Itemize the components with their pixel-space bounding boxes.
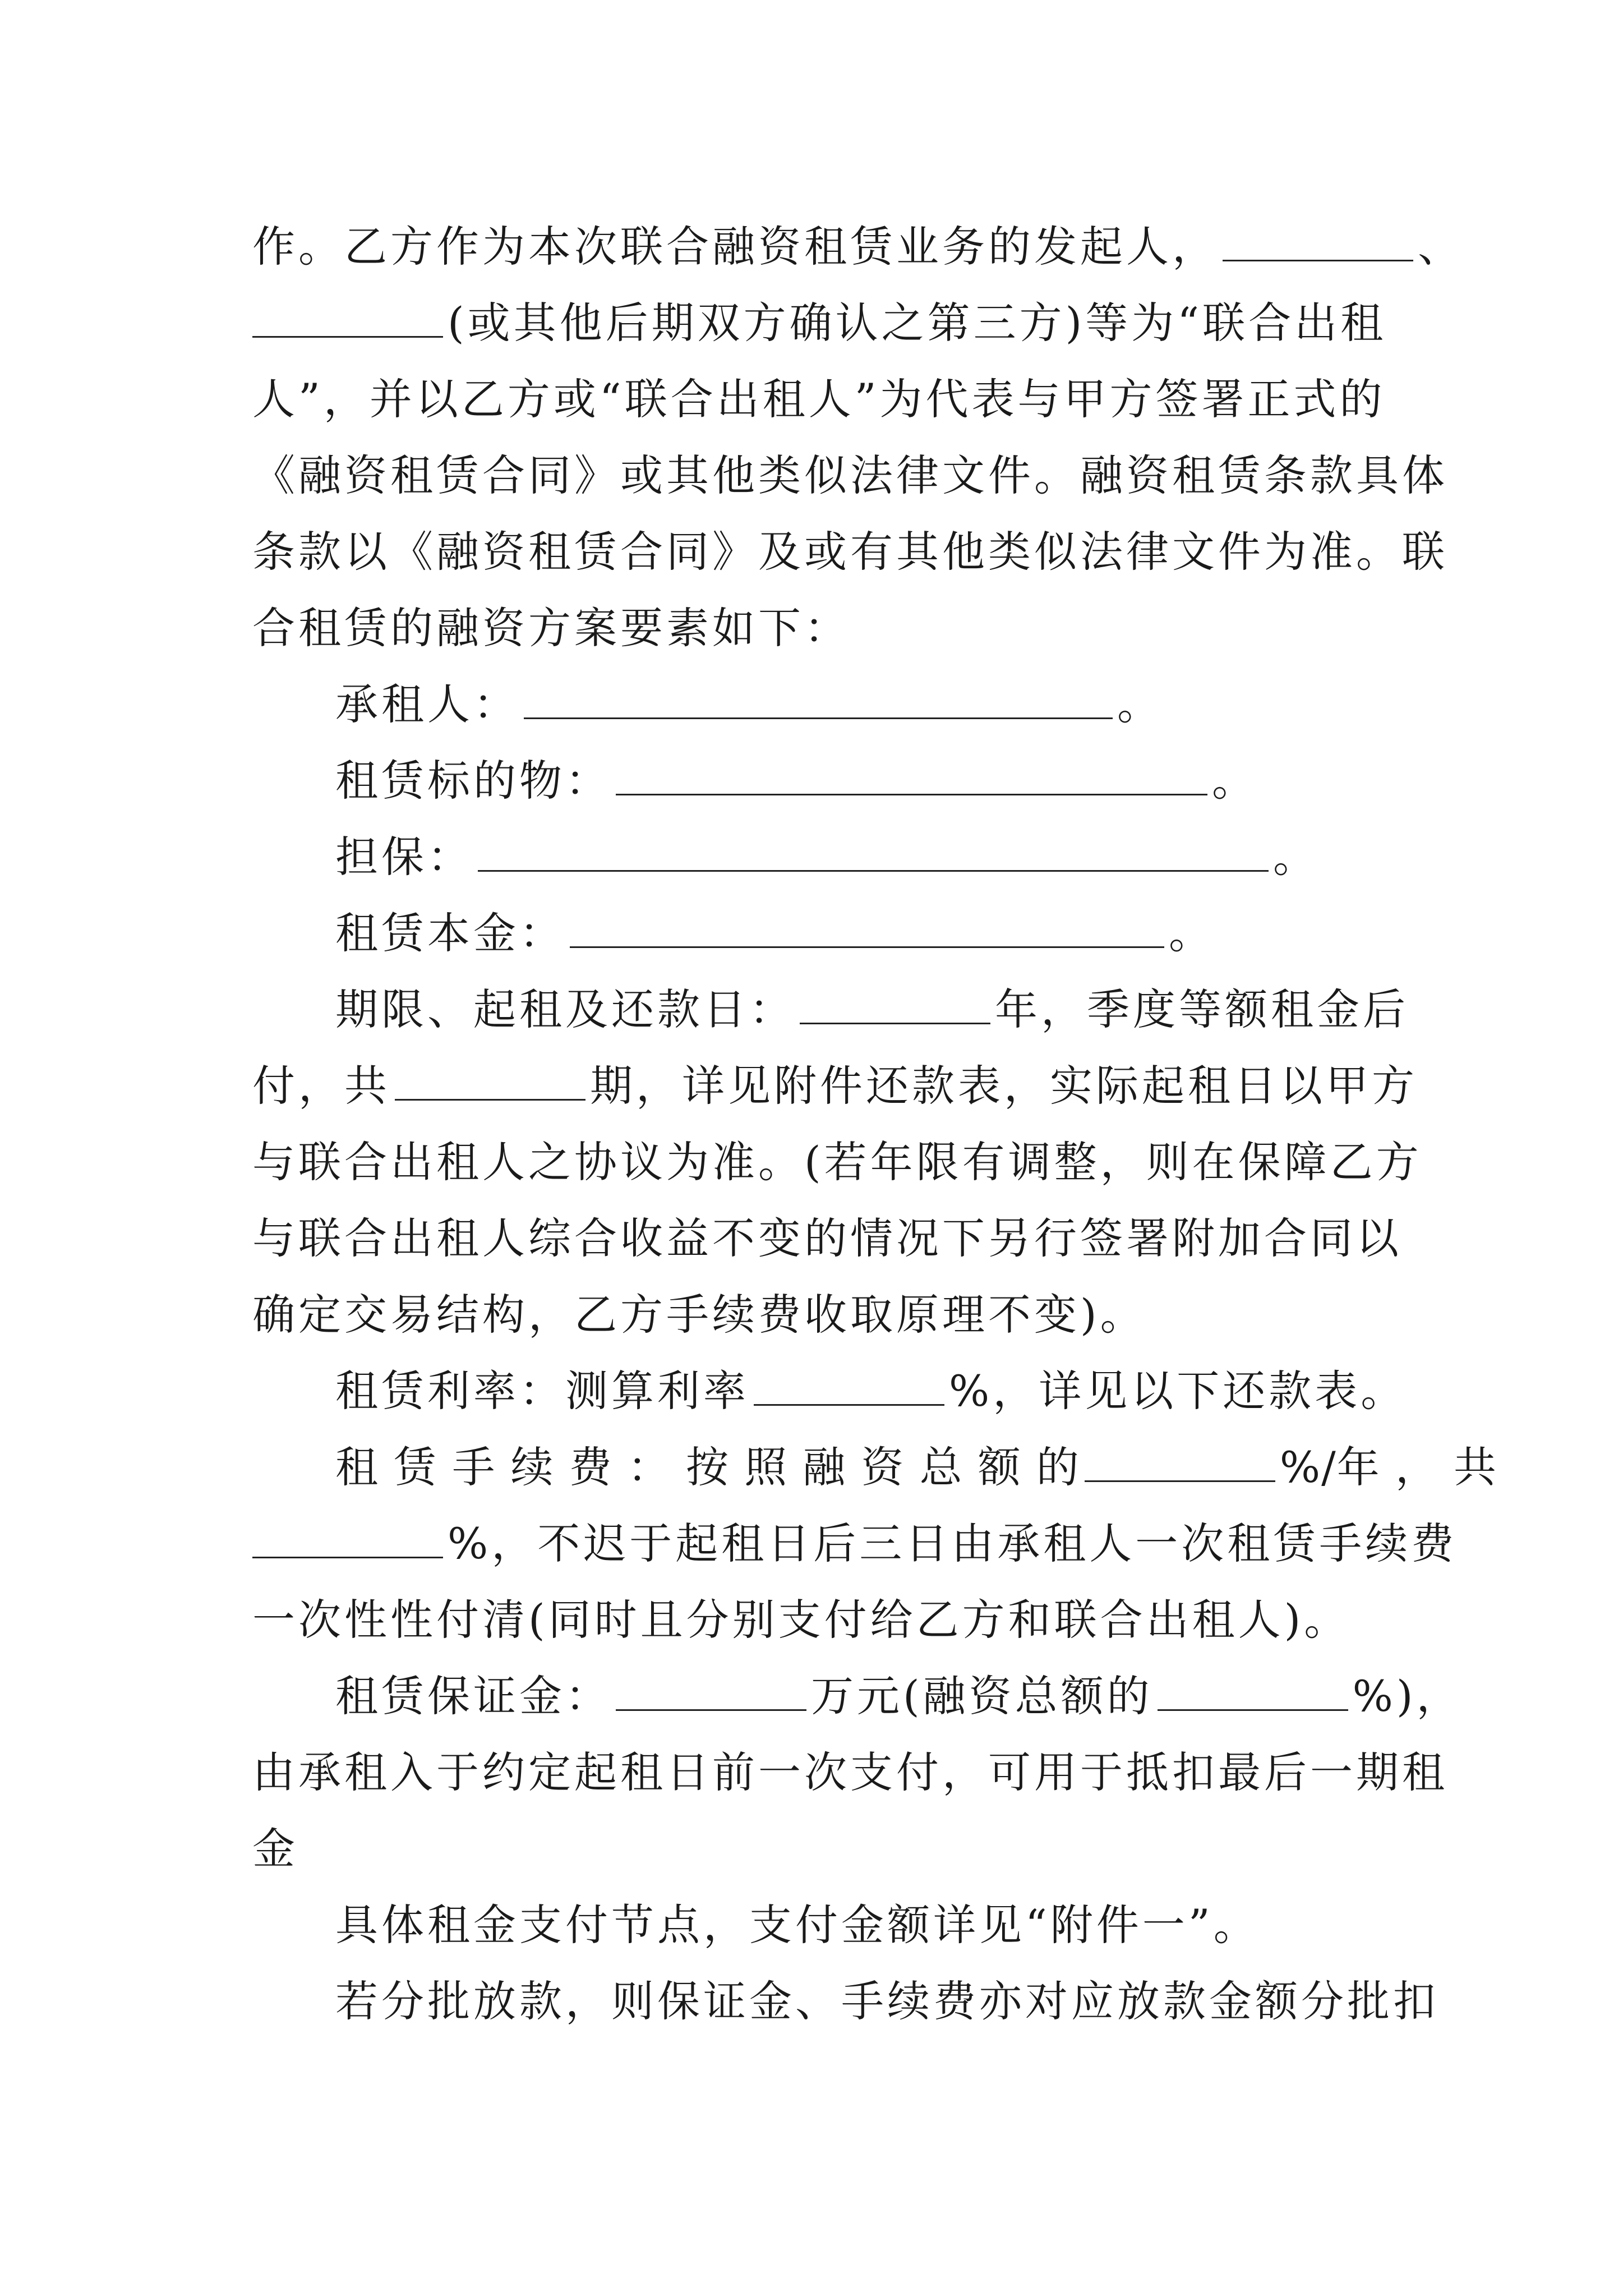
text-line — [335, 905, 1474, 961]
text-segment: 合租赁的融资方案要素如下： — [252, 603, 850, 653]
text-line — [252, 1745, 1448, 1801]
text-line — [335, 1668, 1474, 1724]
text-line — [335, 829, 1474, 885]
text-line — [252, 295, 1391, 351]
text-segment: 作。乙方作为本次联合融资租赁业务的发起人， — [252, 222, 1218, 272]
text-line — [252, 1287, 1391, 1343]
text-segment: 期，详见附件还款表，实际起租日以甲方 — [590, 1061, 1418, 1111]
fill-blank — [478, 834, 1269, 872]
fill-blank — [754, 1368, 944, 1406]
text-segment: 。 — [1117, 679, 1163, 729]
text-line — [252, 1211, 1402, 1267]
text-segment: 。 — [1273, 832, 1319, 882]
text-segment: %，详见以下还款表。 — [949, 1366, 1407, 1416]
fill-blank — [800, 987, 990, 1024]
text-segment: 、 — [1418, 222, 1464, 272]
field-label: 租赁本金： — [335, 908, 565, 958]
text-line — [252, 1592, 1391, 1648]
text-segment: 人”，并以乙方或“联合出租人”为代表与甲方签署正式的 — [252, 374, 1386, 424]
fill-blank — [395, 1063, 585, 1101]
text-line — [252, 1134, 1422, 1190]
fill-blank — [1085, 1444, 1275, 1482]
field-label: 租 赁 手 续 费 ： 按 照 融 资 总 额 的 — [335, 1442, 1080, 1492]
field-label: 租赁保证金： — [335, 1671, 611, 1721]
text-line — [252, 1821, 1391, 1877]
text-segment: 条款以《融资租赁合同》及或有其他类似法律文件为准。联 — [252, 527, 1448, 577]
text-line — [335, 982, 1474, 1038]
text-line — [335, 753, 1474, 809]
text-segment: 由承租入于约定起租日前一次支付，可用于抵扣最后一期租 — [252, 1747, 1448, 1797]
text-segment: 。 — [1212, 756, 1258, 806]
text-line — [252, 219, 1464, 275]
text-line — [335, 1973, 1474, 2030]
field-label: 承租人： — [335, 679, 519, 729]
text-line — [335, 1897, 1474, 1953]
field-label: 租赁标的物： — [335, 756, 611, 806]
fill-blank — [1158, 1673, 1348, 1711]
text-segment: %)， — [1352, 1671, 1463, 1721]
text-segment: 付，共 — [252, 1061, 390, 1111]
fill-blank — [524, 682, 1113, 719]
text-segment: %，不迟于起租日后三日由承租人一次租赁手续费 — [448, 1519, 1458, 1568]
fill-blank — [570, 910, 1164, 948]
text-segment: 与联合出租人之协议为准。(若年限有调整，则在保障乙方 — [252, 1137, 1422, 1187]
text-line — [335, 677, 1474, 733]
text-segment: 一次性性付清(同时且分别支付给乙方和联合出租人)。 — [252, 1595, 1350, 1645]
field-label: 期限、起租及还款日： — [335, 984, 795, 1034]
fill-blank — [616, 1673, 806, 1711]
field-label: 租赁利率：测算利率 — [335, 1366, 749, 1416]
text-line — [252, 1516, 1458, 1572]
fill-blank — [252, 1521, 443, 1558]
text-line — [252, 1058, 1418, 1114]
text-segment: 确定交易结构，乙方手续费收取原理不变)。 — [252, 1290, 1146, 1340]
text-segment: 。 — [1169, 908, 1215, 958]
text-line — [252, 448, 1448, 504]
text-segment: 年，季度等额租金后 — [995, 984, 1409, 1034]
field-label: 担保： — [335, 832, 473, 882]
text-segment: 万元(融资总额的 — [811, 1671, 1153, 1721]
text-line — [252, 371, 1391, 427]
fill-blank — [252, 300, 443, 338]
text-segment: 《融资租赁合同》或其他类似法律文件。融资租赁条款具体 — [252, 450, 1448, 500]
text-segment: (或其他后期双方确认之第三方)等为“联合出租 — [448, 298, 1387, 348]
text-line — [252, 524, 1448, 580]
text-segment: %/年 ， 共 — [1279, 1442, 1498, 1492]
text-line — [252, 600, 1391, 656]
fill-blank — [1223, 224, 1413, 261]
text-segment: 若分批放款，则保证金、手续费亦对应放款金额分批扣 — [335, 1976, 1439, 2026]
text-segment: 金 — [252, 1824, 298, 1874]
text-line — [335, 1363, 1474, 1419]
text-line — [335, 1439, 1498, 1496]
fill-blank — [616, 758, 1207, 795]
text-segment: 具体租金支付节点，支付金额详见“附件一”。 — [335, 1900, 1260, 1950]
text-segment: 与联合出租人综合收益不变的情况下另行签署附加合同以 — [252, 1213, 1402, 1263]
